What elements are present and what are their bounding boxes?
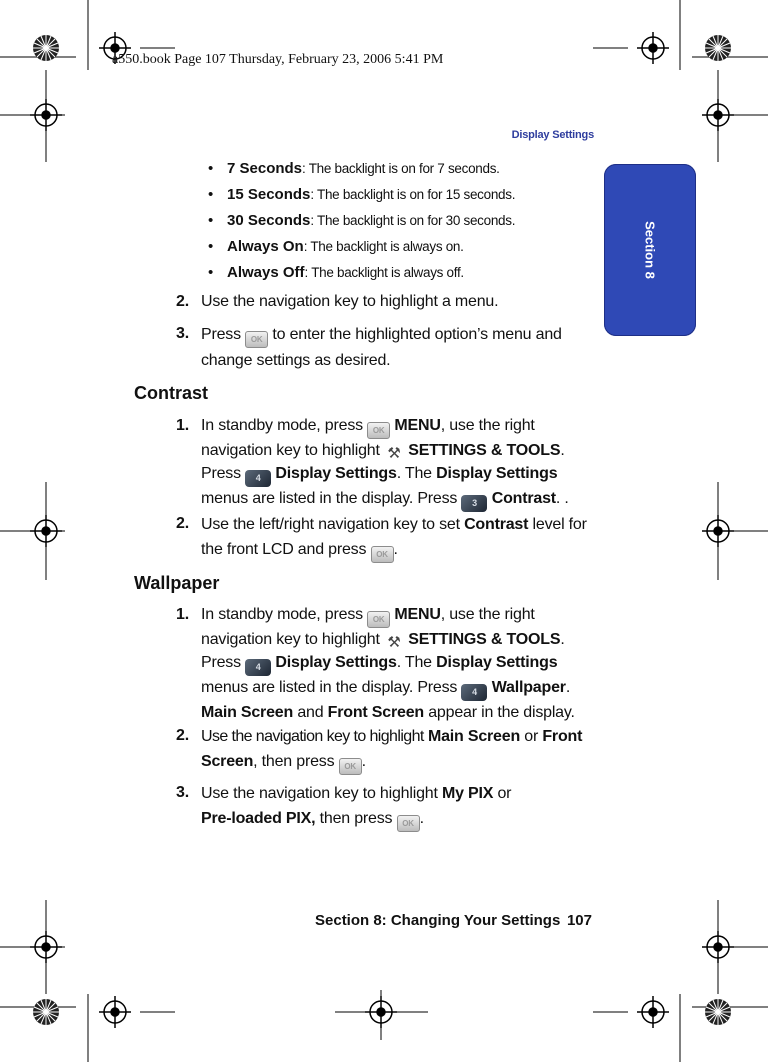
section-heading-contrast: Contrast [134, 383, 209, 403]
step-number: 1. [176, 606, 189, 623]
bullet-term: Always Off [227, 264, 305, 281]
ok-key-icon: OK [245, 331, 268, 348]
step-text: Use the navigation key to highlight a menu. [201, 293, 499, 310]
section-tab [604, 164, 696, 336]
step-number: 2. [176, 293, 189, 310]
ok-key-icon: OK [397, 815, 420, 832]
nav-key-4-icon: 4 [245, 659, 271, 676]
bullet-desc: : The backlight is on for 15 seconds. [310, 187, 516, 202]
section-heading-wallpaper: Wallpaper [134, 573, 220, 593]
print-header: a550.book Page 107 Thursday, February 23, 2006 5:41 PM [112, 52, 444, 67]
nav-key-3-icon: 3 [461, 495, 487, 512]
step-number: 1. [176, 417, 189, 434]
tools-icon: ⚒ [387, 634, 401, 651]
nav-key-4-icon: 4 [461, 684, 487, 701]
step-number: 2. [176, 515, 189, 532]
bullet-term: 30 Seconds [227, 212, 311, 229]
ok-key-icon: OK [339, 758, 362, 775]
step-number: 2. [176, 727, 189, 744]
bullet-desc: : The backlight is always off. [304, 265, 464, 280]
ok-key-icon: OK [367, 611, 390, 628]
section-tab-label: Section 8 [642, 221, 658, 279]
bullet-desc: : The backlight is on for 30 seconds. [310, 213, 516, 228]
bullet-term: Always On [227, 238, 304, 255]
nav-key-4-icon: 4 [245, 470, 271, 487]
bullet-desc: : The backlight is always on. [303, 239, 464, 254]
page-number: 107 [566, 912, 592, 929]
step-number: 3. [176, 784, 189, 801]
running-head: Display Settings [511, 129, 594, 141]
ok-key-icon: OK [371, 546, 394, 563]
bullet-desc: : The backlight is on for 7 seconds. [302, 161, 500, 176]
ok-key-icon: OK [367, 422, 390, 439]
bullet-term: 15 Seconds [227, 186, 311, 203]
footer-title: Section 8: Changing Your Settings [315, 912, 561, 929]
bullet-term: 7 Seconds [227, 160, 303, 177]
step-number: 3. [176, 325, 189, 342]
tools-icon: ⚒ [387, 445, 401, 462]
